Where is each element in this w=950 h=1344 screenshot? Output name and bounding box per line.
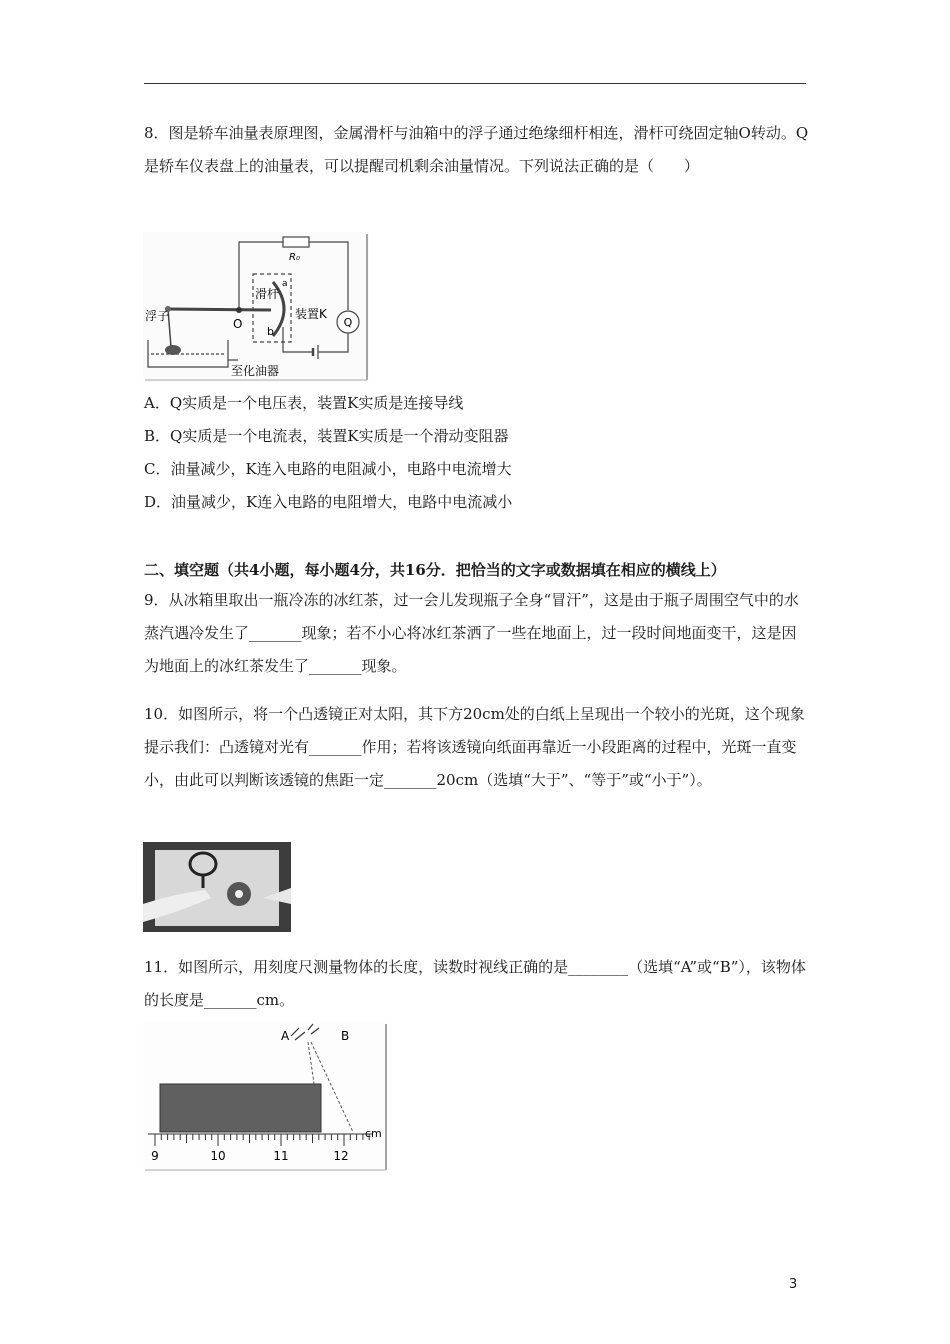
- terminal-a-label: a: [282, 279, 288, 289]
- sight-line-a-label: A: [281, 1029, 290, 1043]
- ruler-tick-label: 10: [210, 1149, 226, 1163]
- pivot-label: O: [233, 317, 243, 331]
- page-number: 3: [789, 1277, 798, 1292]
- r0-label: R₀: [289, 252, 300, 263]
- to-carburetor-label: 至化油器: [231, 364, 280, 378]
- slider-label: 滑杆: [255, 287, 280, 301]
- question-8-option-d: D．油量减少，K连入电路的电阻增大，电路中电流减小: [144, 493, 513, 511]
- device-k-label: 装置K: [295, 307, 327, 321]
- question-8-option-a: A．Q实质是一个电压表，装置K实质是连接导线: [144, 394, 464, 412]
- convex-lens-sunlight-photo: [143, 842, 291, 932]
- ruler-measurement-figure: [143, 1022, 388, 1172]
- question-8-stem: 8．图是轿车油量表原理图，金属滑杆与油箱中的浮子通过绝缘细杆相连，滑杆可绕固定轴O转动。Q是轿车仪表盘上的油量表，可以提醒司机剩余油量情况。下列说法正确的是（ ）: [144, 124, 809, 175]
- fuel-gauge-circuit-figure: [143, 232, 369, 382]
- question-8-option-b: B．Q实质是一个电流表，装置K实质是一个滑动变阻器: [144, 427, 509, 445]
- terminal-b-label: b: [267, 325, 274, 338]
- question-8-option-c: C．油量减少，K连入电路的电阻减小，电路中电流增大: [144, 460, 512, 478]
- float-label: 浮子: [145, 309, 170, 323]
- ruler-tick-label: 11: [273, 1149, 289, 1163]
- q-meter-label: Q: [343, 316, 353, 329]
- ruler-tick-label: 12: [333, 1149, 349, 1163]
- ruler-unit-label: cm: [365, 1127, 382, 1140]
- question-10-text: 10．如图所示，将一个凸透镜正对太阳，其下方20cm处的白纸上呈现出一个较小的光斑，这个现象提示我们：凸透镜对光有_______作用；若将该透镜向纸面再靠近一小段距离的过程中，光斑一直变小，由此可以判断该透镜的焦距一定_______20cm（选填“大于”、“等于”或“小于”）。: [144, 705, 805, 789]
- section-2-heading: 二、填空题（共4小题，每小题4分，共16分．把恰当的文字或数据填在相应的横线上）: [144, 561, 726, 579]
- ruler-tick-label: 9: [151, 1149, 159, 1163]
- header-rule: [144, 83, 806, 84]
- sight-line-b-label: B: [341, 1029, 350, 1043]
- question-11-text: 11．如图所示，用刻度尺测量物体的长度，读数时视线正确的是________（选填“A”或“B”），该物体的长度是_______cm。: [144, 958, 806, 1009]
- question-9-text: 9．从冰箱里取出一瓶冷冻的冰红茶，过一会儿发现瓶子全身“冒汗”，这是由于瓶子周围空气中的水蒸汽遇冷发生了_______现象；若不小心将冰红茶洒了一些在地面上，过一段时间地面变干，这是因为地面上的冰红茶发生了_______现象。: [144, 591, 799, 675]
